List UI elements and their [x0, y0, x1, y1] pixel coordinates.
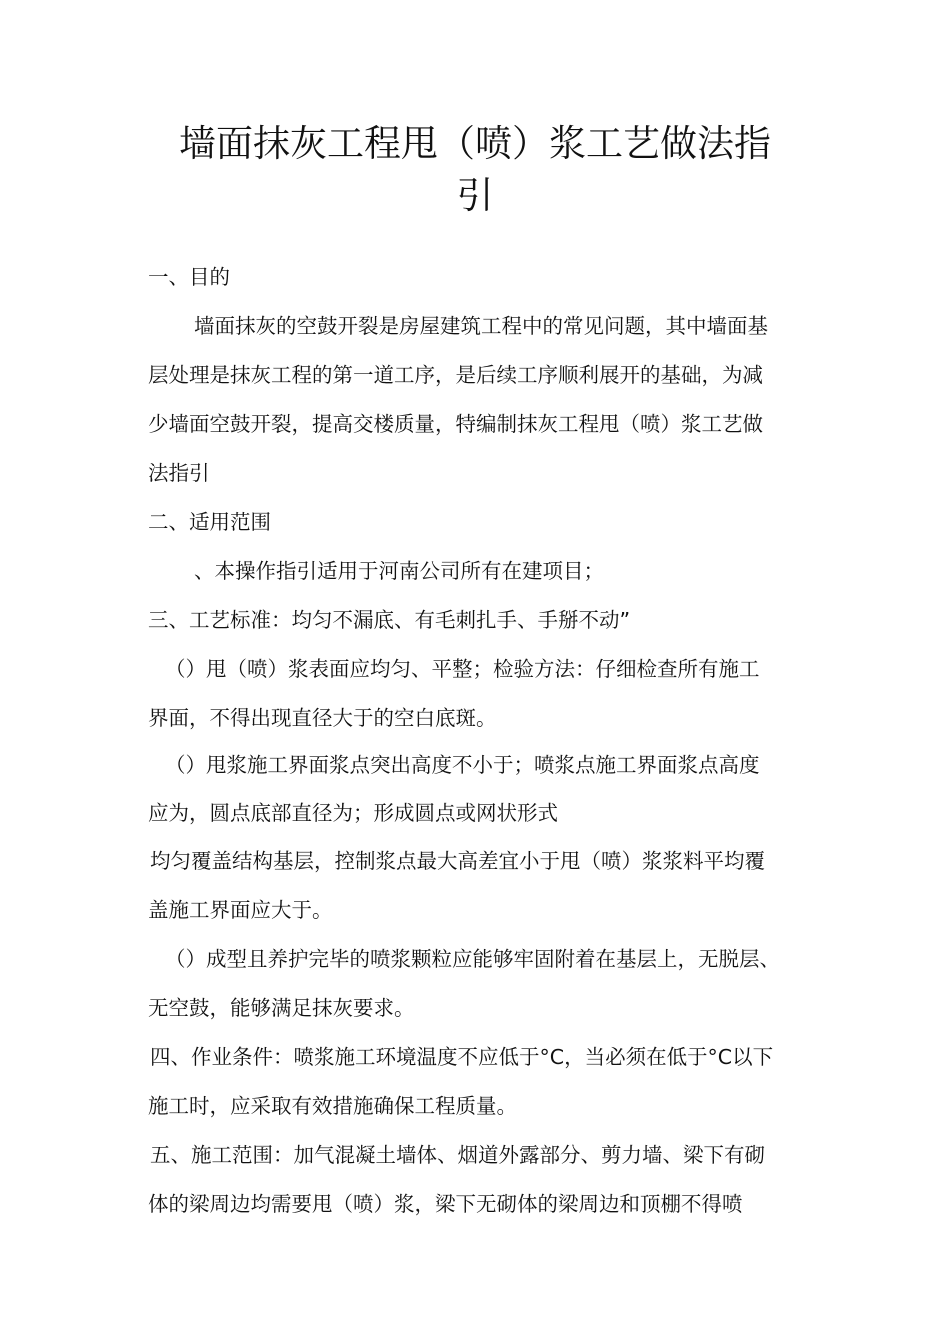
paragraph-line: 施工时，应采取有效措施确保工程质量。 [148, 1094, 517, 1118]
paragraph-line: 应为，圆点底部直径为；形成圆点或网状形式 [148, 801, 558, 825]
section-heading-purpose: 一、目的 [148, 265, 230, 289]
paragraph-line: （）甩（喷）浆表面应均匀、平整；检验方法：仔细检查所有施工 [165, 657, 760, 681]
paragraph-line: 墙面抹灰的空鼓开裂是房屋建筑工程中的常见问题，其中墙面基 [194, 314, 768, 338]
paragraph-line: 少墙面空鼓开裂，提高交楼质量，特编制抹灰工程甩（喷）浆工艺做 [148, 412, 763, 436]
paragraph-line: 体的梁周边均需要甩（喷）浆，梁下无砌体的梁周边和顶棚不得喷 [148, 1192, 743, 1216]
paragraph-line: 盖施工界面应大于。 [148, 898, 333, 922]
paragraph-line: 界面，不得出现直径大于的空白底斑。 [148, 706, 497, 730]
paragraph-line: （）成型且养护完毕的喷浆颗粒应能够牢固附着在基层上，无脱层、 [165, 947, 780, 971]
paragraph-line: 法指引 [148, 461, 210, 485]
section-heading-conditions: 四、作业条件：喷浆施工环境温度不应低于°C，当必须在低于°C以下 [150, 1045, 774, 1069]
paragraph-line: 、本操作指引适用于河南公司所有在建项目； [194, 559, 604, 583]
paragraph-line: 均匀覆盖结构基层，控制浆点最大高差宜小于甩（喷）浆浆料平均覆 [150, 849, 765, 873]
document-title [140, 118, 810, 222]
title-line-1: 墙面抹灰工程甩（喷）浆工艺做法指 [179, 122, 771, 165]
section-heading-standard: 三、工艺标准：均匀不漏底、有毛刺扎手、手掰不动” [148, 608, 631, 632]
section-heading-scope: 二、适用范围 [148, 510, 271, 534]
paragraph-line: 无空鼓，能够满足抹灰要求。 [148, 996, 415, 1020]
section-heading-range: 五、施工范围：加气混凝土墙体、烟道外露部分、剪力墙、梁下有砌 [150, 1143, 765, 1167]
paragraph-line: （）甩浆施工界面浆点突出高度不小于；喷浆点施工界面浆点高度 [165, 753, 760, 777]
paragraph-line: 层处理是抹灰工程的第一道工序，是后续工序顺利展开的基础，为减 [148, 363, 763, 387]
title-line-2: 引 [456, 174, 494, 217]
